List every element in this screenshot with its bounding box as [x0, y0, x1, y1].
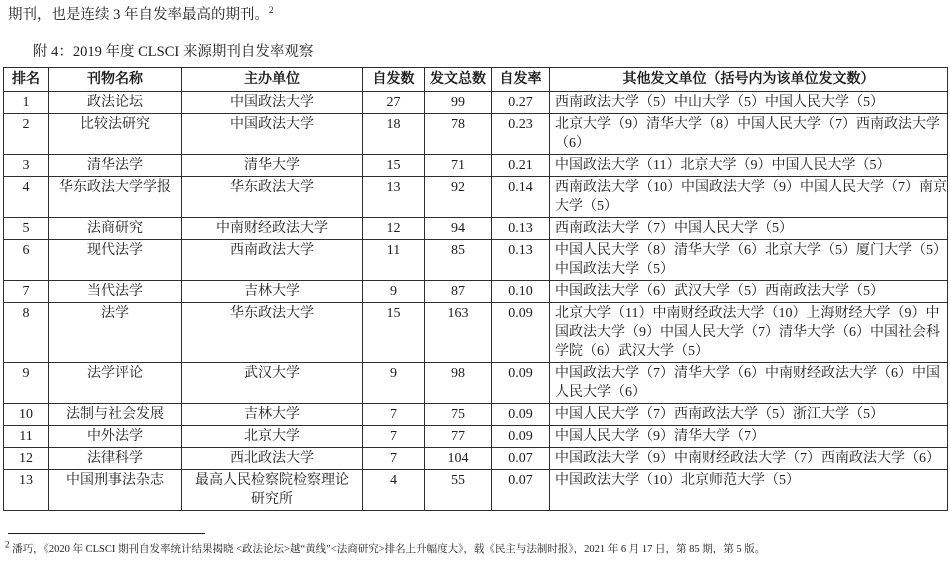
- journal-name-cell: 法商研究: [49, 218, 182, 240]
- journal-name-cell: 法律科学: [49, 448, 182, 470]
- host-unit-cell: 中南财经政法大学: [182, 218, 363, 240]
- table-row: [4, 363, 948, 404]
- header-self-count: 自发数: [363, 68, 425, 92]
- rank-cell: 10: [4, 404, 49, 426]
- total-count-cell: 71: [425, 155, 492, 177]
- rank-cell: 3: [4, 155, 49, 177]
- table-row: [4, 155, 948, 177]
- other-units-cell: 中国人民大学（7）西南政法大学（5）浙江大学（5）: [550, 404, 948, 426]
- table-caption: 附 4：2019 年度 CLSCI 来源期刊自发率观察: [33, 44, 314, 60]
- host-unit-cell: 最高人民检察院检察理论研究所: [182, 470, 363, 511]
- total-count-cell: 78: [425, 114, 492, 155]
- table-row: [4, 426, 948, 448]
- other-units-cell: 北京大学（11）中南财经政法大学（10）上海财经大学（9）中国政法大学（9）中国人民大学（7）清华大学（6）中国社会科学院（6）武汉大学（5）: [550, 303, 948, 363]
- other-units-cell: 中国政法大学（11）北京大学（9）中国人民大学（5）: [550, 155, 948, 177]
- self-rate-cell: 0.13: [492, 218, 550, 240]
- host-unit-cell: 中国政法大学: [182, 114, 363, 155]
- self-count-cell: 13: [363, 177, 425, 218]
- rank-cell: 9: [4, 363, 49, 404]
- journal-self-citation-table: [3, 67, 948, 511]
- table-row: [4, 177, 948, 218]
- header-self-rate: 自发率: [492, 68, 550, 92]
- header-host-unit: 主办单位: [182, 68, 363, 92]
- table-row: [4, 470, 948, 511]
- total-count-cell: 94: [425, 218, 492, 240]
- total-count-cell: 85: [425, 240, 492, 281]
- host-unit-cell: 清华大学: [182, 155, 363, 177]
- total-count-cell: 104: [425, 448, 492, 470]
- total-count-cell: 75: [425, 404, 492, 426]
- journal-name-cell: 政法论坛: [49, 92, 182, 114]
- intro-text: 期刊，也是连续 3 年自发率最高的期刊。: [8, 7, 269, 23]
- journal-name-cell: 中外法学: [49, 426, 182, 448]
- table-row: [4, 218, 948, 240]
- rank-cell: 11: [4, 426, 49, 448]
- journal-name-cell: 华东政法大学学报: [49, 177, 182, 218]
- self-count-cell: 9: [363, 363, 425, 404]
- footnote-marker: 2: [5, 539, 10, 550]
- rank-cell: 2: [4, 114, 49, 155]
- table-row: [4, 281, 948, 303]
- self-count-cell: 7: [363, 404, 425, 426]
- rank-cell: 7: [4, 281, 49, 303]
- rank-cell: 1: [4, 92, 49, 114]
- other-units-cell: 北京大学（9）清华大学（8）中国人民大学（7）西南政法大学（6）: [550, 114, 948, 155]
- journal-name-cell: 法学评论: [49, 363, 182, 404]
- header-total-count: 发文总数: [425, 68, 492, 92]
- other-units-cell: 中国政法大学（6）武汉大学（5）西南政法大学（5）: [550, 281, 948, 303]
- self-rate-cell: 0.09: [492, 426, 550, 448]
- footnote-text: 潘巧，《2020 年 CLSCI 期刊自发率统计结果揭晓 <政法论坛>越“黄线”<法商研究>排名上升幅度大》，载《民主与法制时报》，2021 年 6 月 17 日，第 85 期，第 5 版。: [12, 544, 766, 555]
- total-count-cell: 98: [425, 363, 492, 404]
- self-count-cell: 7: [363, 426, 425, 448]
- journal-name-cell: 当代法学: [49, 281, 182, 303]
- rank-cell: 6: [4, 240, 49, 281]
- header-rank: 排名: [4, 68, 49, 92]
- self-rate-cell: 0.23: [492, 114, 550, 155]
- self-count-cell: 9: [363, 281, 425, 303]
- total-count-cell: 77: [425, 426, 492, 448]
- self-count-cell: 4: [363, 470, 425, 511]
- journal-table-body: [4, 92, 948, 511]
- self-rate-cell: 0.07: [492, 470, 550, 511]
- self-rate-cell: 0.09: [492, 363, 550, 404]
- other-units-cell: 西南政法大学（5）中山大学（5）中国人民大学（5）: [550, 92, 948, 114]
- journal-name-cell: 中国刑事法杂志: [49, 470, 182, 511]
- footnote: [5, 539, 945, 557]
- other-units-cell: 西南政法大学（10）中国政法大学（9）中国人民大学（7）南京大学（5）: [550, 177, 948, 218]
- other-units-cell: 西南政法大学（7）中国人民大学（5）: [550, 218, 948, 240]
- host-unit-cell: 吉林大学: [182, 404, 363, 426]
- host-unit-cell: 西北政法大学: [182, 448, 363, 470]
- table-row: [4, 92, 948, 114]
- rank-cell: 4: [4, 177, 49, 218]
- self-count-cell: 15: [363, 155, 425, 177]
- rank-cell: 5: [4, 218, 49, 240]
- total-count-cell: 92: [425, 177, 492, 218]
- self-count-cell: 27: [363, 92, 425, 114]
- journal-name-cell: 现代法学: [49, 240, 182, 281]
- other-units-cell: 中国政法大学（7）清华大学（6）中南财经政法大学（6）中国人民大学（6）: [550, 363, 948, 404]
- header-journal-name: 刊物名称: [49, 68, 182, 92]
- header-other-units: 其他发文单位（括号内为该单位发文数）: [550, 68, 948, 92]
- other-units-cell: 中国政法大学（9）中南财经政法大学（7）西南政法大学（6）: [550, 448, 948, 470]
- other-units-cell: 中国人民大学（9）清华大学（7）: [550, 426, 948, 448]
- table-row: [4, 114, 948, 155]
- self-rate-cell: 0.09: [492, 303, 550, 363]
- host-unit-cell: 西南政法大学: [182, 240, 363, 281]
- host-unit-cell: 武汉大学: [182, 363, 363, 404]
- intro-footnote-ref: 2: [269, 5, 274, 16]
- self-count-cell: 15: [363, 303, 425, 363]
- journal-name-cell: 法制与社会发展: [49, 404, 182, 426]
- rank-cell: 12: [4, 448, 49, 470]
- self-rate-cell: 0.07: [492, 448, 550, 470]
- host-unit-cell: 吉林大学: [182, 281, 363, 303]
- rank-cell: 8: [4, 303, 49, 363]
- total-count-cell: 87: [425, 281, 492, 303]
- self-count-cell: 11: [363, 240, 425, 281]
- self-rate-cell: 0.21: [492, 155, 550, 177]
- footnote-separator: [8, 533, 205, 534]
- self-rate-cell: 0.14: [492, 177, 550, 218]
- table-row: [4, 240, 948, 281]
- rank-cell: 13: [4, 470, 49, 511]
- table-row: [4, 404, 948, 426]
- self-count-cell: 18: [363, 114, 425, 155]
- self-count-cell: 12: [363, 218, 425, 240]
- table-row: [4, 303, 948, 363]
- self-rate-cell: 0.10: [492, 281, 550, 303]
- host-unit-cell: 中国政法大学: [182, 92, 363, 114]
- self-count-cell: 7: [363, 448, 425, 470]
- host-unit-cell: 华东政法大学: [182, 177, 363, 218]
- host-unit-cell: 华东政法大学: [182, 303, 363, 363]
- self-rate-cell: 0.27: [492, 92, 550, 114]
- self-rate-cell: 0.09: [492, 404, 550, 426]
- journal-name-cell: 比较法研究: [49, 114, 182, 155]
- other-units-cell: 中国人民大学（8）清华大学（6）北京大学（5）厦门大学（5）中国政法大学（5）: [550, 240, 948, 281]
- total-count-cell: 99: [425, 92, 492, 114]
- self-rate-cell: 0.13: [492, 240, 550, 281]
- total-count-cell: 55: [425, 470, 492, 511]
- other-units-cell: 中国政法大学（10）北京师范大学（5）: [550, 470, 948, 511]
- table-row: [4, 448, 948, 470]
- host-unit-cell: 北京大学: [182, 426, 363, 448]
- table-header-row: [4, 68, 948, 92]
- journal-name-cell: 法学: [49, 303, 182, 363]
- total-count-cell: 163: [425, 303, 492, 363]
- intro-paragraph: [8, 6, 274, 25]
- journal-name-cell: 清华法学: [49, 155, 182, 177]
